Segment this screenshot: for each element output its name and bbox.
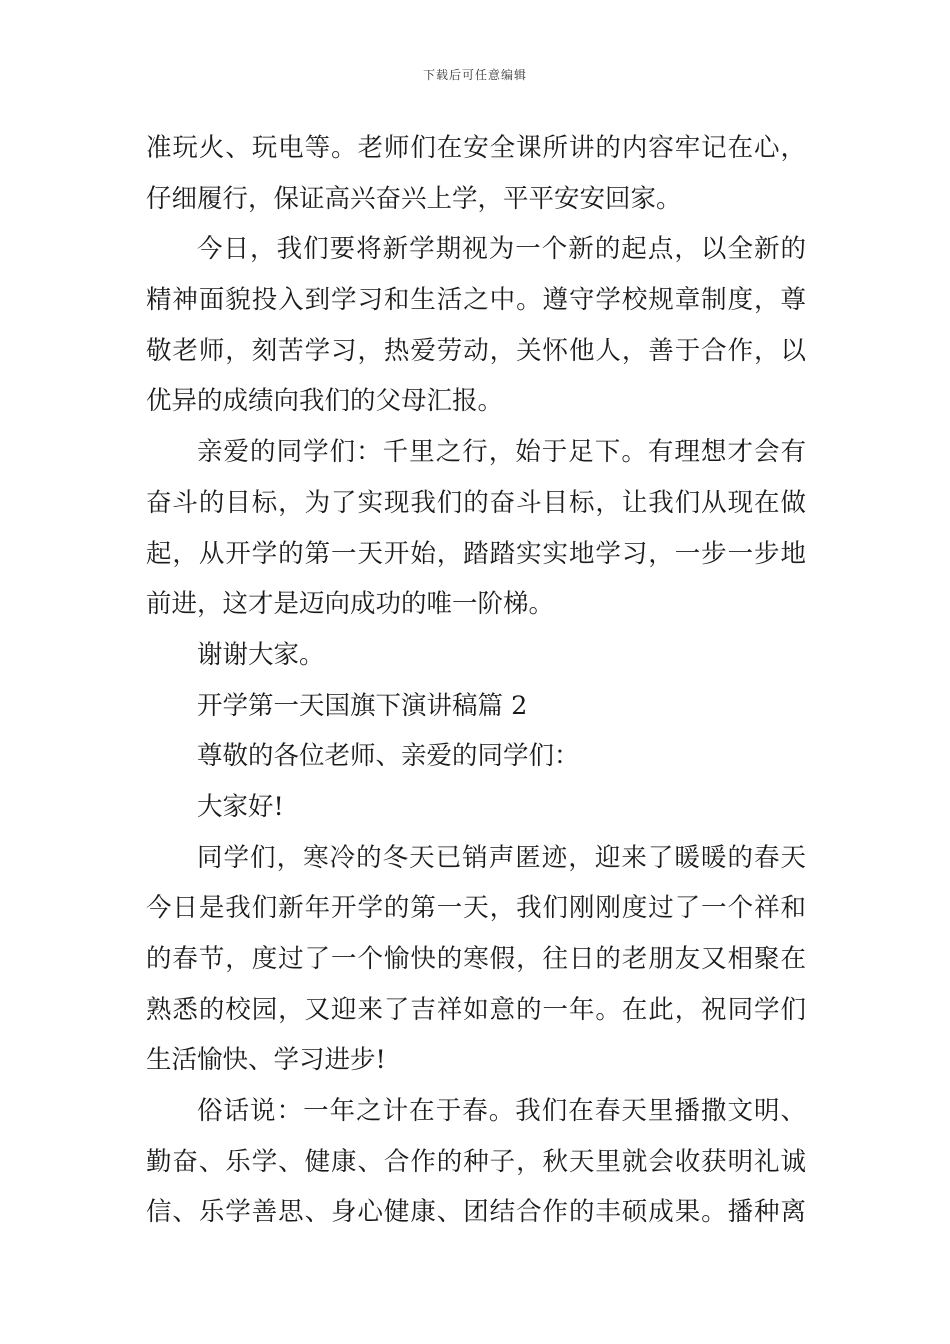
text-line: 熟悉的校园，又迎来了吉祥如意的一年。在此，祝同学们 bbox=[146, 994, 806, 1025]
text-line: 今日，我们要将新学期视为一个新的起点，以全新的 bbox=[197, 234, 806, 265]
text-line: 优异的成绩向我们的父母汇报。 bbox=[146, 386, 504, 417]
text-line: 生活愉快、学习进步! bbox=[146, 1045, 386, 1076]
text-line: 敬老师，刻苦学习，热爱劳动，关怀他人，善于合作，以 bbox=[146, 335, 806, 366]
text-line: 亲爱的同学们：千里之行，始于足下。有理想才会有 bbox=[197, 437, 806, 468]
text-line: 今日是我们新年开学的第一天，我们刚刚度过了一个祥和 bbox=[146, 893, 806, 924]
text-line: 信、乐学善思、身心健康、团结合作的丰硕成果。播种离 bbox=[146, 1197, 806, 1228]
text-line: 尊敬的各位老师、亲爱的同学们： bbox=[197, 741, 580, 772]
text-line: 精神面貌投入到学习和生活之中。遵守学校规章制度，尊 bbox=[146, 285, 806, 316]
text-line: 俗话说：一年之计在于春。我们在春天里播撒文明、 bbox=[197, 1096, 806, 1127]
text-line: 起，从开学的第一天开始，踏踏实实地学习，一步一步地 bbox=[146, 538, 806, 569]
text-line: 的春节，度过了一个愉快的寒假，往日的老朋友又相聚在 bbox=[146, 944, 806, 974]
document-body bbox=[146, 128, 806, 1243]
text-line: 准玩火、玩电等。老师们在安全课所讲的内容牢记在心， bbox=[146, 133, 806, 163]
text-line: 谢谢大家。 bbox=[197, 639, 325, 670]
text-line: 开学第一天国旗下演讲稿篇 2 bbox=[197, 690, 528, 721]
text-line: 仔细履行，保证高兴奋兴上学，平平安安回家。 bbox=[146, 183, 682, 214]
text-line: 同学们，寒冷的冬天已销声匿迹，迎来了暖暖的春天 bbox=[197, 842, 806, 873]
page-header-note: 下载后可任意编辑 bbox=[422, 68, 527, 82]
text-line: 前进，这才是迈向成功的唯一阶梯。 bbox=[146, 589, 555, 620]
text-line: 大家好! bbox=[197, 791, 284, 822]
text-line: 勤奋、乐学、健康、合作的种子，秋天里就会收获明礼诚 bbox=[146, 1146, 806, 1177]
text-line: 奋斗的目标，为了实现我们的奋斗目标，让我们从现在做 bbox=[146, 487, 806, 518]
